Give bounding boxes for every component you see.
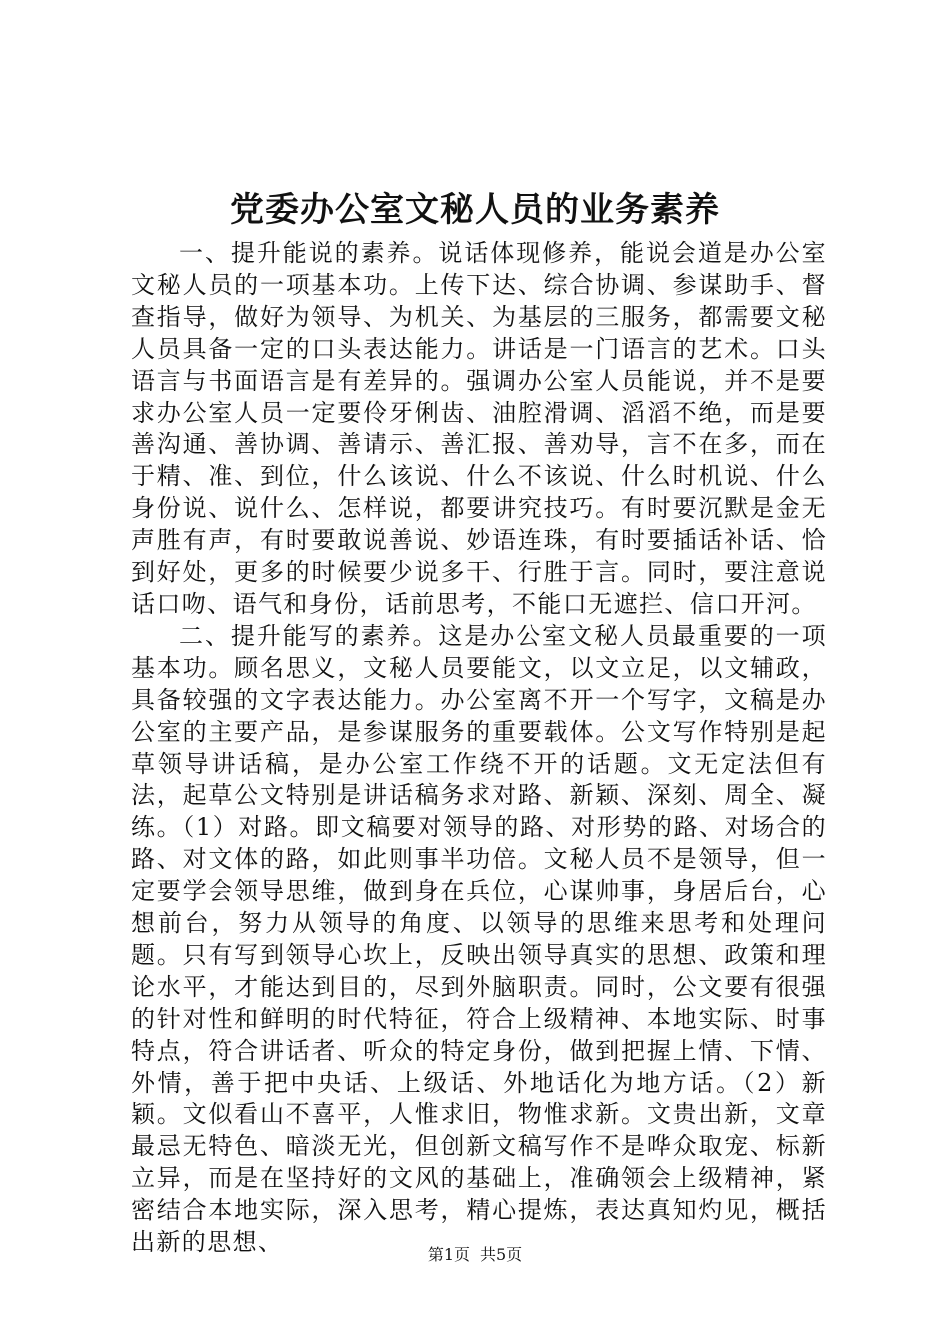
page-footer: [0, 1244, 950, 1266]
paragraph-writing: 二、提升能写的素养。这是办公室文秘人员最重要的一项基本功。顾名思义，文秘人员要能文，以文立足，以文辅政，具备较强的文字表达能力。办公室离不开一个写字，文稿是办公室的主要产品，是参谋服务的重要载体。公文写作特别是起草领导讲话稿，是办公室工作绕不开的话题。文无定法但有法，起草公文特别是讲话稿务求对路、新颖、深刻、周全、凝练。（1）对路。即文稿要对领导的路、对形势的路、对场合的路、对文体的路，如此则事半功倍。文秘人员不是领导，但一定要学会领导思维，做到身在兵位，心谋帅事，身居后台，心想前台，努力从领导的角度、以领导的思维来思考和处理问题。只有写到领导心坎上，反映出领导真实的思想、政策和理论水平，才能达到目的，尽到外脑职责。同时，公文要有很强的针对性和鲜明的时代特征，符合上级精神、本地实际、时事特点，符合讲话者、听众的特定身份，做到把握上情、下情、外情，善于把中央话、上级话、外地话化为地方话。（2）新颖。文似看山不喜平，人惟求旧，物惟求新。文贵出新，文章最忌无特色、暗淡无光，但创新文稿写作不是哗众取宠、标新立异，而是在坚持好的文风的基础上，准确领会上级精神，紧密结合本地实际，深入思考，精心提炼，表达真知灼见，概括出新的思想、: [131, 621, 827, 1257]
page-number: 第1页: [427, 1245, 470, 1264]
document-title: 党委办公室文秘人员的业务素养: [230, 190, 720, 230]
document-body: [131, 238, 827, 1259]
page-total: 共5页: [480, 1245, 523, 1264]
paragraph-speaking: 一、提升能说的素养。说话体现修养，能说会道是办公室文秘人员的一项基本功。上传下达、综合协调、参谋助手、督查指导，做好为领导、为机关、为基层的三服务，都需要文秘人员具备一定的口头表达能力。讲话是一门语言的艺术。口头语言与书面语言是有差异的。强调办公室人员能说，并不是要求办公室人员一定要伶牙俐齿、油腔滑调、滔滔不绝，而是要善沟通、善协调、善请示、善汇报、善劝导，言不在多，而在于精、准、到位，什么该说、什么不该说、什么时机说、什么身份说、说什么、怎样说，都要讲究技巧。有时要沉默是金无声胜有声，有时要敢说善说、妙语连珠，有时要插话补话、恰到好处，更多的时候要少说多干、行胜于言。同时，要注意说话口吻、语气和身份，话前思考，不能口无遮拦、信口开河。: [131, 239, 827, 618]
